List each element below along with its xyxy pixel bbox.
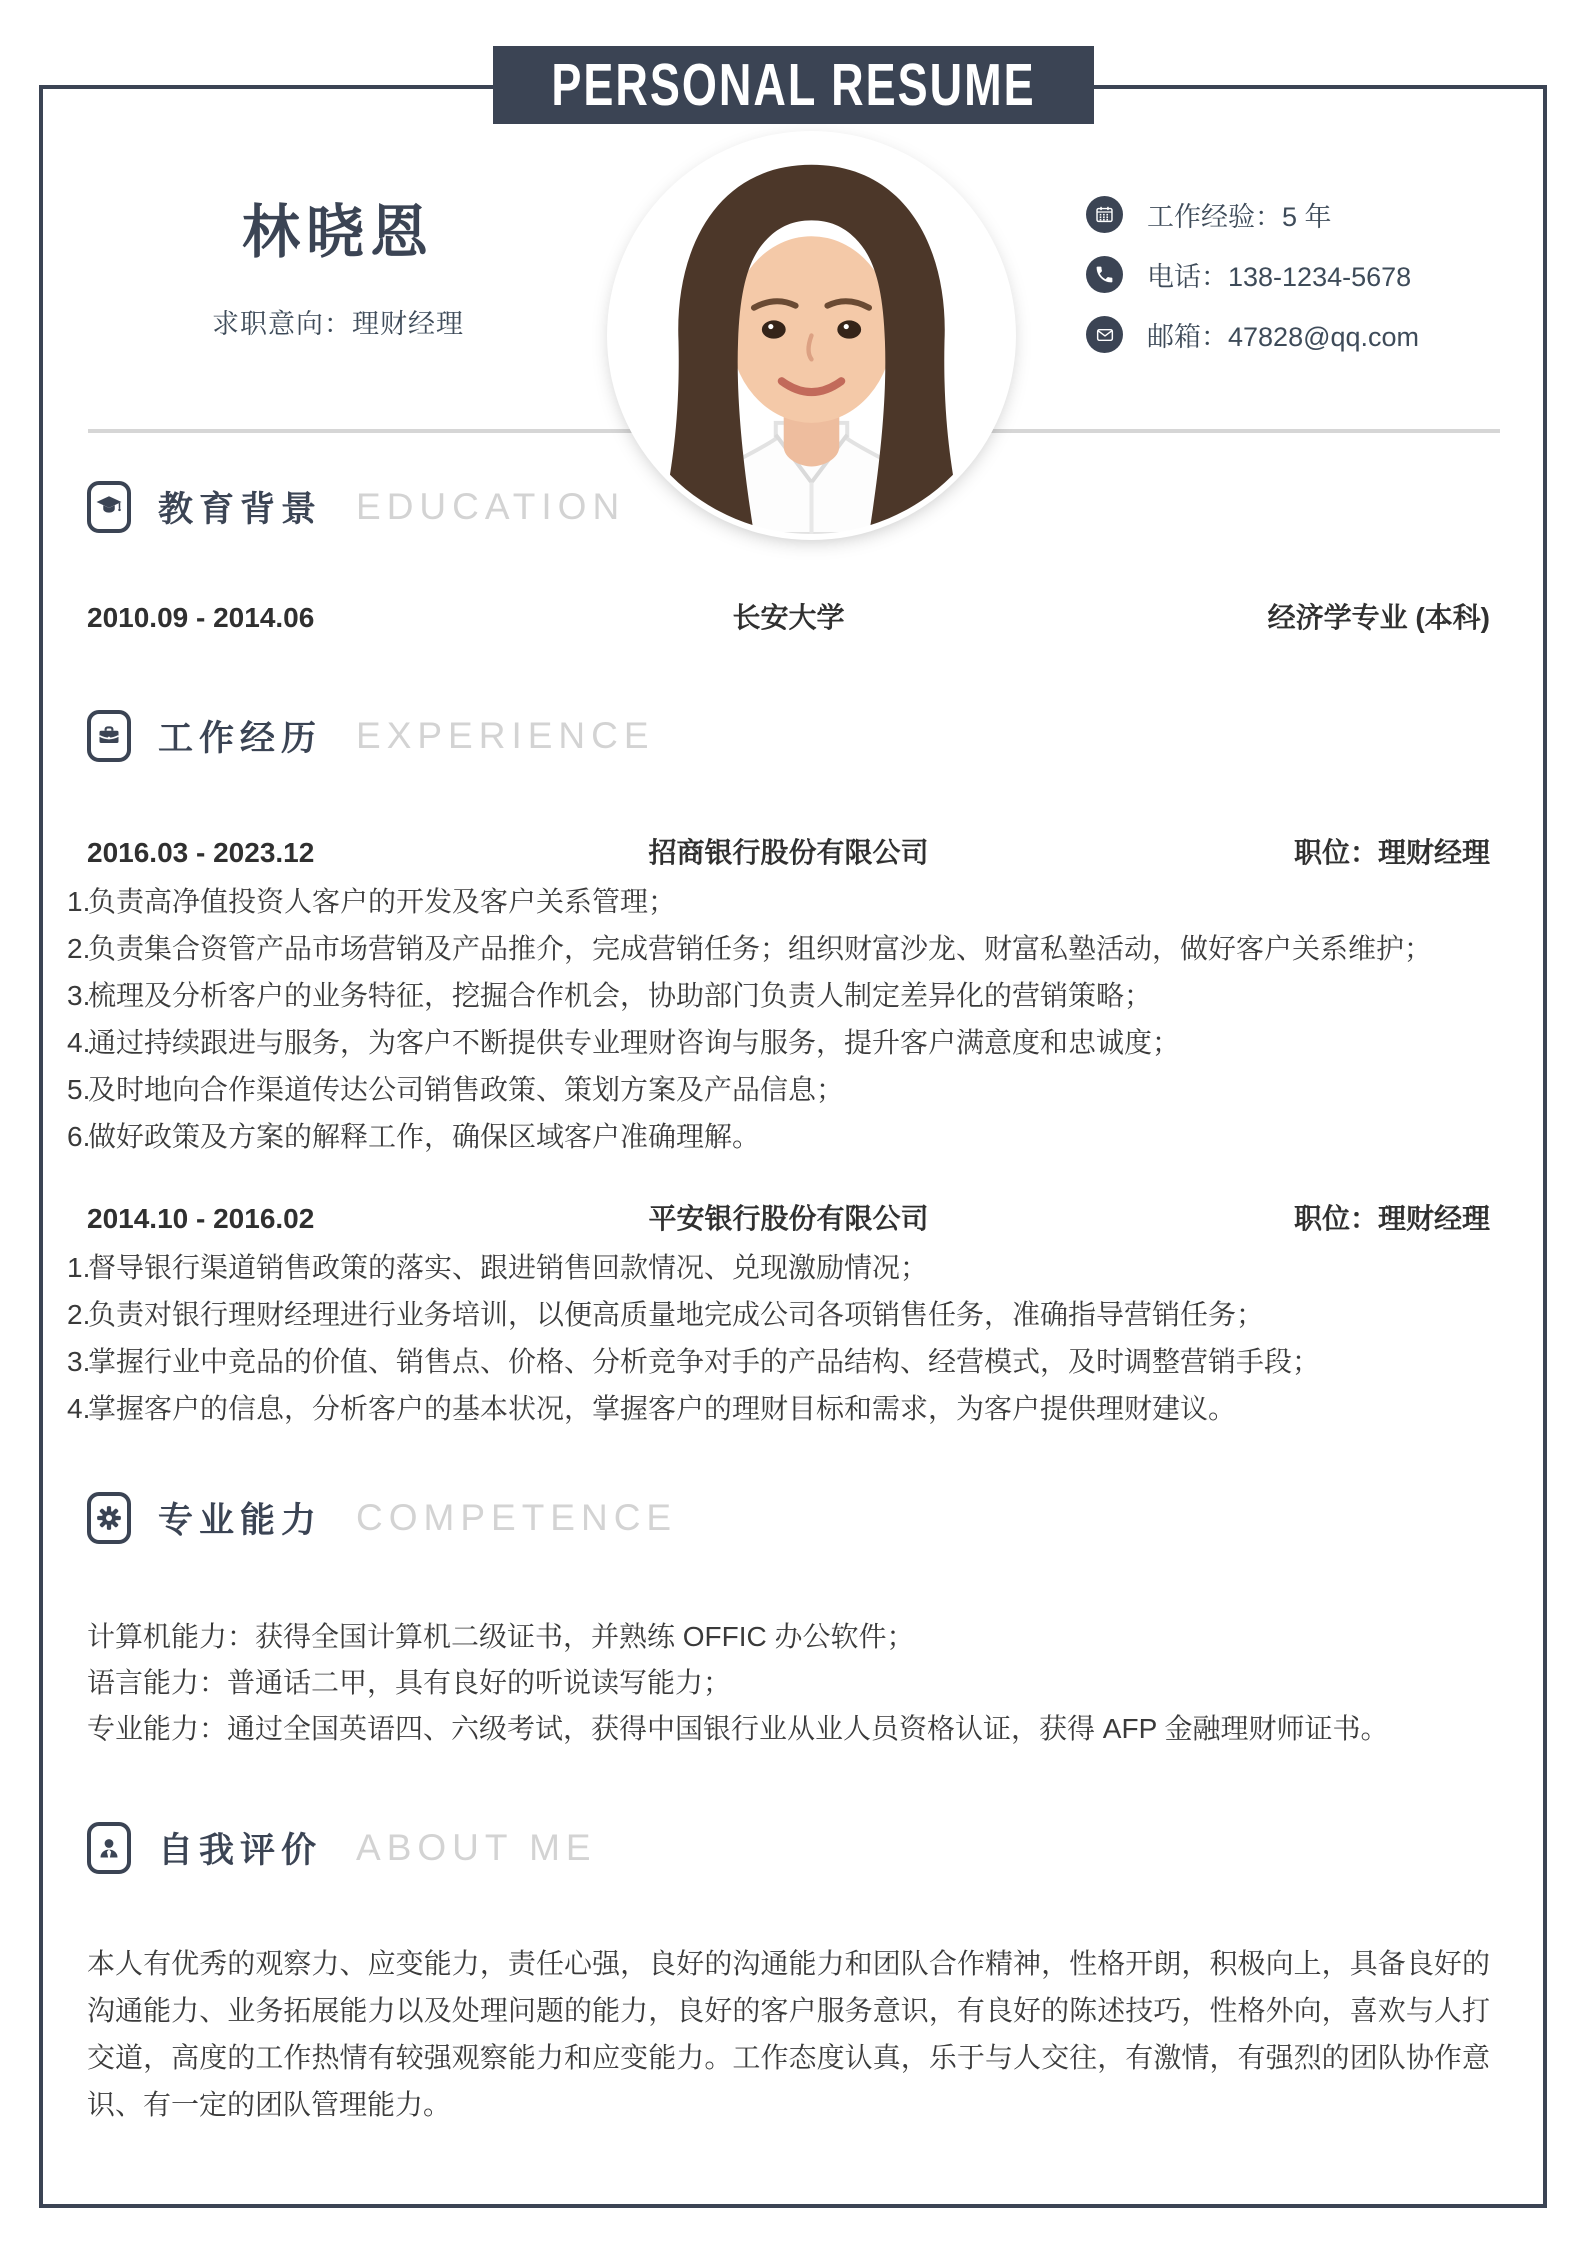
mail-icon <box>1086 316 1123 353</box>
graduation-cap-icon <box>87 481 131 533</box>
person-icon <box>87 1822 131 1874</box>
job-duty-list <box>67 878 1490 1160</box>
contact-row-experience <box>1086 196 1419 233</box>
contact-list <box>1086 196 1419 353</box>
item-number: 3. <box>67 980 91 1011</box>
item-text: 做好政策及方案的解释工作，确保区域客户准确理解。 <box>88 1121 761 1152</box>
section-header-about <box>87 1822 1490 1874</box>
item-text: 掌握客户的信息，分析客户的基本状况，掌握客户的理财目标和需求，为客户提供理财建议。 <box>88 1393 1237 1424</box>
item-number: 1. <box>67 886 91 917</box>
item-text: 负责对银行理财经理进行业务培训，以便高质量地完成公司各项销售任务，准确指导营销任务； <box>88 1299 1265 1330</box>
list-item <box>67 925 1490 972</box>
item-number: 6. <box>67 1121 91 1152</box>
list-item <box>67 878 1490 925</box>
competence-list <box>87 1614 1490 1752</box>
section-title-en: EXPERIENCE <box>356 715 655 756</box>
job-header <box>87 1202 1490 1235</box>
item-number: 2. <box>67 933 91 964</box>
section-title-zh: 教育背景 <box>158 490 323 529</box>
list-item <box>67 1066 1490 1113</box>
item-text: 梳理及分析客户的业务特征，挖掘合作机会，协助部门负责人制定差异化的营销策略； <box>88 980 1153 1011</box>
section-title-zh: 自我评价 <box>158 1831 323 1870</box>
gear-icon <box>87 1492 131 1544</box>
work-experience-text: 工作经验：5 年 <box>1147 202 1332 232</box>
item-number: 1. <box>67 1252 91 1283</box>
list-item <box>67 1338 1490 1385</box>
item-text: 掌握行业中竞品的价值、销售点、价格、分析竞争对手的产品结构、经营模式，及时调整营销手段； <box>88 1346 1321 1377</box>
list-item <box>67 1113 1490 1160</box>
job-position: 职位：理财经理 <box>1293 837 1490 868</box>
calendar-icon <box>1086 196 1123 233</box>
self-evaluation-paragraph: 本人有优秀的观察力、应变能力，责任心强，良好的沟通能力和团队合作精神，性格开朗，积极向上，具备良好的沟通能力、业务拓展能力以及处理问题的能力，良好的客户服务意识，有良好的陈述技巧，性格外向，喜欢与人打交道，高度的工作热情有较强观察能力和应变能力。工作态度认真，乐于与人交往，有激情，有强烈的团队协作意识、有一定的团队管理能力。 <box>87 1948 1490 2120</box>
section-header-competence <box>87 1492 1490 1544</box>
section-title-en: ABOUT ME <box>356 1827 597 1868</box>
section-title-en: EDUCATION <box>356 486 626 527</box>
list-item <box>67 1244 1490 1291</box>
list-item <box>67 1291 1490 1338</box>
item-number: 2. <box>67 1299 91 1330</box>
banner-title: PERSONAL RESUME <box>551 50 1036 118</box>
resume-sections <box>67 429 1490 2128</box>
contact-row-phone <box>1086 256 1419 293</box>
list-item <box>67 1019 1490 1066</box>
item-text: 负责高净值投资人客户的开发及客户关系管理； <box>88 886 677 917</box>
education-period: 2010.09 - 2014.06 <box>87 602 315 633</box>
section-title-en: COMPETENCE <box>356 1497 678 1538</box>
title-banner <box>493 46 1094 124</box>
education-school: 长安大学 <box>732 602 845 633</box>
job-period: 2014.10 - 2016.02 <box>87 1203 315 1234</box>
item-text: 负责集合资管产品市场营销及产品推介，完成营销任务；组织财富沙龙、财富私塾活动，做好客户关系维护； <box>88 933 1433 964</box>
item-number: 5. <box>67 1074 91 1105</box>
list-item <box>67 972 1490 1019</box>
section-title-zh: 工作经历 <box>158 719 323 758</box>
phone-text: 电话：138-1234-5678 <box>1147 262 1412 292</box>
profile-photo <box>613 137 1010 534</box>
item-text: 及时地向合作渠道传达公司销售政策、策划方案及产品信息； <box>88 1074 845 1105</box>
job-company: 招商银行股份有限公司 <box>648 837 929 868</box>
education-major: 经济学专业 (本科) <box>1267 602 1490 633</box>
item-number: 3. <box>67 1346 91 1377</box>
education-entry <box>87 601 1490 634</box>
phone-icon <box>1086 256 1123 293</box>
profile-block <box>138 198 538 341</box>
candidate-name: 林晓恩 <box>241 200 434 265</box>
job-company: 平安银行股份有限公司 <box>648 1203 929 1234</box>
briefcase-icon <box>87 710 131 762</box>
item-number: 4. <box>67 1393 91 1424</box>
woman-portrait-illustration <box>613 137 1010 534</box>
job-header <box>87 836 1490 869</box>
item-number: 4. <box>67 1027 91 1058</box>
list-item <box>67 1385 1490 1432</box>
job-period: 2016.03 - 2023.12 <box>87 837 315 868</box>
job-duty-list <box>67 1244 1490 1432</box>
item-text: 通过持续跟进与服务，为客户不断提供专业理财咨询与服务，提升客户满意度和忠诚度； <box>88 1027 1181 1058</box>
section-title-zh: 专业能力 <box>158 1501 323 1540</box>
contact-row-mail <box>1086 316 1419 353</box>
competence-item: 语言能力：普通话二甲，具有良好的听说读写能力； <box>87 1667 732 1698</box>
section-header-experience <box>87 710 1490 762</box>
item-text: 督导银行渠道销售政策的落实、跟进销售回款情况、兑现激励情况； <box>88 1252 929 1283</box>
competence-item: 计算机能力：获得全国计算机二级证书，并熟练 OFFIC 办公软件； <box>87 1621 915 1652</box>
job-objective: 求职意向：理财经理 <box>212 309 464 339</box>
competence-item: 专业能力：通过全国英语四、六级考试，获得中国银行业从业人员资格认证，获得 AFP 金融理财师证书。 <box>87 1713 1389 1744</box>
email-text: 邮箱：47828@qq.com <box>1147 322 1420 352</box>
job-position: 职位：理财经理 <box>1293 1203 1490 1234</box>
